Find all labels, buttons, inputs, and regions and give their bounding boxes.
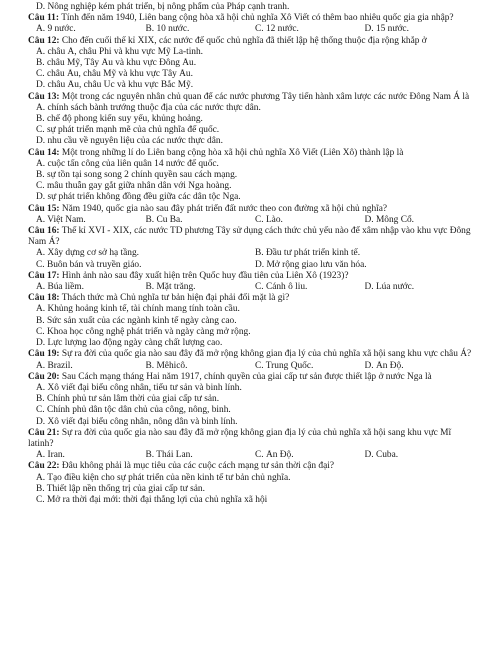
answer-option: C. Ấn Độ.: [255, 450, 294, 461]
answer-option: C. châu Âu, châu Mỹ và khu vực Tây Âu.: [36, 69, 193, 80]
question-stem: [28, 461, 474, 472]
question-text: Cho đến cuối thế kỉ XIX, các nước đế quốc chủ nghĩa đã thiết lập hệ thống thuộc địa rộng khắp ở: [61, 35, 427, 46]
question-block: [28, 349, 474, 371]
question-block: [28, 226, 474, 271]
question-text: Thế kỉ XVI - XIX, các nước TD phương Tây sử dụng cách thức chủ yếu nào để xâm nhập vào khu vực Đông Nam Á?: [28, 226, 471, 248]
question-text: Sau Cách mạng tháng Hai năm 1917, chính quyền của giai cấp tư sản được thiết lập ở nước Nga là: [61, 371, 432, 382]
answer-option: D. Mở rộng giao lưu văn hóa.: [255, 259, 367, 270]
answer-option: A. Búa liềm.: [36, 282, 84, 293]
answer-option: C. mâu thuẫn gay gắt giữa nhân dân với Nga hoàng.: [36, 181, 232, 192]
answer-option: C. Khoa học công nghệ phát triển và ngày càng mở rộng.: [36, 326, 251, 337]
answer-option: B. 10 nước.: [145, 24, 190, 35]
answer-option: D. 15 nước.: [364, 24, 409, 35]
question-text: Một trong các nguyên nhân chủ quan để các nước phương Tây tiến hành xâm lược các nước Đông Nam Á là: [61, 91, 470, 102]
answer-option: B. chế độ phong kiến suy yếu, khủng hoảng.: [36, 114, 203, 125]
question-block: [28, 204, 474, 226]
answer-option: B. Cu Ba.: [145, 214, 183, 225]
answer-option: B. Mêhicô.: [145, 360, 188, 371]
question-stem: [28, 92, 474, 103]
answer-options: [28, 24, 474, 35]
question-text: Một trong những lí do Liên bang cộng hòa xã hội chủ nghĩa Xô Viết (Liên Xô) thành lập là: [61, 147, 404, 158]
question-text: Hình ảnh nào sau đây xuất hiện trên Quốc huy đầu tiên của Liên Xô (1923)?: [61, 270, 349, 281]
answer-option: C. Lào.: [255, 214, 283, 225]
question-stem: [28, 372, 474, 383]
answer-options: [28, 282, 474, 293]
question-number: Câu 20:: [28, 371, 60, 382]
question-text: Năm 1940, quốc gia nào sau đây phát triển đất nước theo con đường xã hội chủ nghĩa?: [61, 203, 388, 214]
question-block: [28, 13, 474, 35]
answer-options: [28, 361, 474, 372]
answer-option: C. Trung Quốc.: [255, 360, 314, 371]
answer-option: A. Việt Nam.: [36, 214, 86, 225]
question-stem: [28, 226, 474, 248]
answer-option: A. Brazil.: [36, 360, 73, 371]
question-stem: [28, 36, 474, 47]
answer-option: A. châu Á, châu Phi và khu vực Mỹ La-tinh.: [36, 46, 204, 57]
answer-option: A. cuộc tấn công của liên quân 14 nước đế quốc.: [36, 158, 219, 169]
question-text: Thách thức mà Chủ nghĩa tư bản hiện đại phải đối mặt là gì?: [61, 293, 290, 304]
answer-option: D. sự phát triển không đồng đều giữa các dân tộc Nga.: [36, 192, 241, 203]
question-stem: [28, 349, 474, 360]
question-number: Câu 12:: [28, 35, 60, 46]
answer-option: A. Tạo điều kiện cho sự phát triển của nền kinh tế tư bản chủ nghĩa.: [36, 472, 291, 483]
question-stem: [28, 271, 474, 282]
answer-option: D. Lực lượng lao động ngày càng chất lượng cao.: [36, 338, 223, 349]
answer-option: B. châu Mỹ, Tây Âu và khu vực Đông Âu.: [36, 58, 197, 69]
answer-option: B. Chính phủ tư sản lâm thời của giai cấp tư sản.: [36, 394, 220, 405]
answer-options: [28, 248, 474, 270]
answer-option: B. Sức sản xuất của các ngành kinh tế ngày càng cao.: [36, 315, 237, 326]
answer-option: D. Ấn Độ.: [364, 360, 404, 371]
question-stem: [28, 13, 474, 24]
question-number: Câu 14:: [28, 147, 60, 158]
question-number: Câu 18:: [28, 293, 60, 304]
answer-option: A. chính sách bành trướng thuộc địa của các nước thực dân.: [36, 102, 261, 113]
question-stem: [28, 428, 474, 450]
answer-options: [28, 215, 474, 226]
question-block: [28, 428, 474, 462]
question-number: Câu 21:: [28, 427, 60, 438]
question-block: [28, 293, 474, 349]
question-number: Câu 19:: [28, 349, 60, 360]
question-block: [28, 372, 474, 428]
answer-option: D. nhu cầu về nguyên liệu của các nước thực dân.: [36, 136, 223, 147]
question-stem: [28, 148, 474, 159]
answer-option: D. Lúa nước.: [364, 282, 415, 293]
answer-option: D. Xô viết đại biểu công nhân, nông dân và binh lính.: [36, 416, 238, 427]
question-text: Tính đến năm 1940, Liên bang cộng hòa xã hội chủ nghĩa Xô Viết có thêm bao nhiêu quốc gia gia nhập?: [61, 13, 454, 24]
answer-option: C. Cánh ô liu.: [255, 282, 308, 293]
question-number: Câu 22:: [28, 461, 60, 472]
answer-option: C. Chính phủ dân tộc dân chủ của công, nông, binh.: [36, 405, 231, 416]
answer-option: A. Khủng hoảng kinh tế, tài chính mang tính toàn cầu.: [36, 304, 240, 315]
answer-option: B. sự tồn tại song song 2 chính quyền sau cách mạng.: [36, 170, 238, 181]
answer-option: C. sự phát triển mạnh mẽ của chủ nghĩa đế quốc.: [36, 125, 220, 136]
question-block: [28, 36, 474, 92]
question-block: [28, 271, 474, 293]
question-stem: [28, 204, 474, 215]
answer-option: A. Iran.: [36, 450, 65, 461]
question-number: Câu 15:: [28, 203, 60, 214]
question-block: [28, 92, 474, 148]
answer-option: D. châu Âu, châu Úc và khu vực Bắc Mỹ.: [36, 80, 194, 91]
question-number: Câu 13:: [28, 91, 60, 102]
question-text: Sự ra đời của quốc gia nào sau đây đã mở rộng không gian địa lý của chủ nghĩa xã hội sang khu vực châu Á?: [61, 349, 472, 360]
answer-option: B. Thiết lập nền thống trị của giai cấp tư sản.: [36, 483, 205, 494]
question-block: [28, 461, 474, 506]
answer-option: B. Đầu tư phát triển kinh tế.: [255, 248, 361, 259]
answer-option: D. Nông nghiệp kém phát triển, bị nông phẩm của Pháp cạnh tranh.: [36, 2, 290, 12]
answer-option: A. Xây dựng cơ sở hạ tầng.: [36, 248, 139, 259]
question-text: Đâu không phải là mục tiêu của các cuộc cách mạng tư sản thời cận đại?: [61, 461, 335, 472]
question-number: Câu 11:: [28, 13, 59, 24]
answer-options: [28, 450, 474, 461]
answer-option: A. 9 nước.: [36, 24, 76, 35]
question-stem: [28, 293, 474, 304]
question-text: Sự ra đời của quốc gia nào sau đây đã mở rộng không gian địa lý của chủ nghĩa xã hội sang khu vực Mĩ latinh?: [28, 427, 452, 449]
answer-option: B. Mặt trăng.: [145, 282, 196, 293]
answer-option: D. Mông Cổ.: [364, 214, 414, 225]
question-number: Câu 17:: [28, 270, 60, 281]
answer-option: C. 12 nước.: [255, 24, 299, 35]
answer-option: C. Buôn bán và truyền giáo.: [36, 259, 142, 270]
answer-option: A. Xô viết đại biểu công nhân, tiểu tư sản và binh lính.: [36, 382, 242, 393]
question-block: [28, 148, 474, 204]
answer-option: B. Thái Lan.: [145, 450, 193, 461]
question-number: Câu 16:: [28, 226, 60, 237]
answer-option: D. Cuba.: [364, 450, 399, 461]
answer-option: C. Mở ra thời đại mới: thời đại thắng lợi của chủ nghĩa xã hội: [36, 494, 268, 505]
